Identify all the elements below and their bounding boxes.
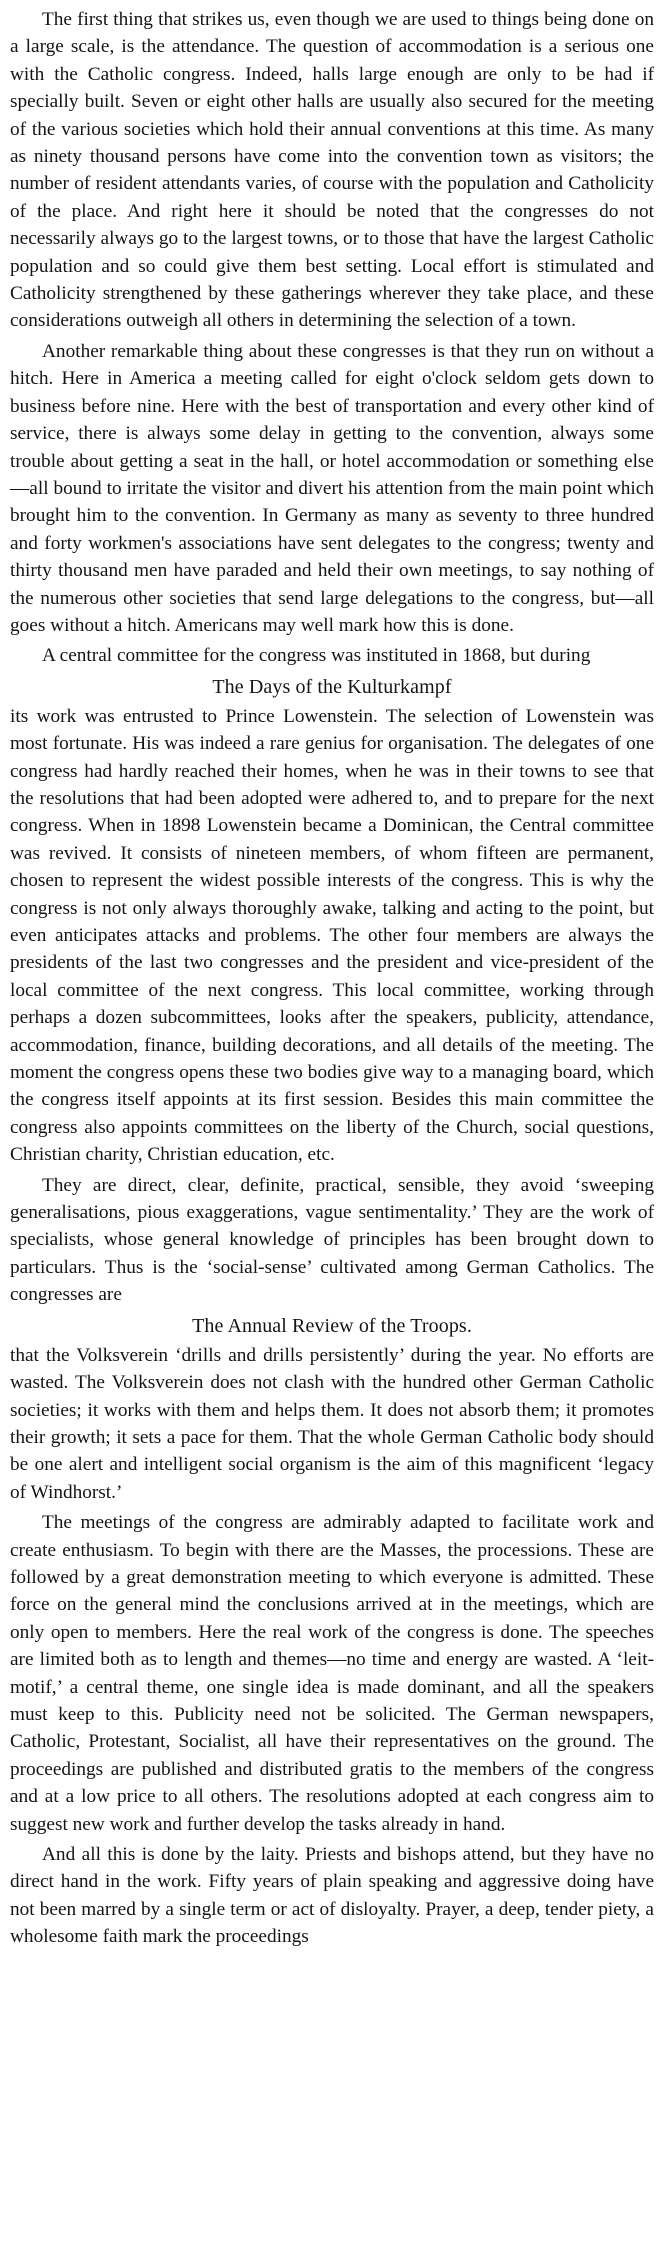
paragraph-meetings: The meetings of the congress are admirably adapted to facilitate work and create enthusiasm. To begin with there are the Masses, the processions. These are followed by a great demonstration meeting to which everyone is admitted. These force on the general mind the conclusions arrived at in the meetings, which are only open to members. Here the real work of the congress is done. The speeches are limited both as to length and themes—no time and energy are wasted. A ‘leit-motif,’ a central theme, one single idea is made dominant, and all the speakers must keep to this. Publicity need not be solicited. The German newspapers, Catholic, Protestant, Socialist, all have their representatives on the ground. The proceedings are published and distributed gratis to the members of the congress and at a low price to all others. The resolutions adopted at each congress aim to suggest new work and further develop the tasks already in hand.	[10, 1512, 654, 1835]
paragraph-central-committee: A central committee for the congress was instituted in 1868, but during	[42, 645, 591, 667]
article-column	[10, 6, 654, 1954]
subheading-annual-review: The Annual Review of the Troops.	[192, 1314, 472, 1337]
paragraph-attendance: The first thing that strikes us, even though we are used to things being done on a large scale, is the attendance. The question of accommodation is a serious one with the Catholic congress. Indeed, halls large enough are only to be had if specially built. Seven or eight other halls are usually also secured for the meeting of the various societies which hold their annual conventions at this time. As many as ninety thousand persons have come into the convention town as visitors; the number of resident attendants varies, of course with the population and Catholicity of the place. And right here it should be noted that the congresses do not necessarily always go to the largest towns, or to those that have the largest Catholic population and so could give them best setting. Local effort is stimulated and Catholicity strengthened by these gatherings wherever they take place, and these considerations outweigh all others in determining the selection of a town.	[10, 9, 654, 332]
subheading-kulturkampf: The Days of the Kulturkampf	[212, 675, 452, 698]
paragraph-laity: And all this is done by the laity. Priests and bishops attend, but they have no direct hand in the work. Fifty years of plain speaking and aggressive doing have not been marred by a single term or act of disloyalty. Prayer, a deep, tender piety, a wholesome faith mark the proceedings	[10, 1844, 654, 1948]
paragraph-direct-clear: They are direct, clear, definite, practical, sensible, they avoid ‘sweeping generalisations, pious exaggerations, vague sentimentality.’ They are the work of specialists, whose general knowledge of principles has been brought down to particulars. Thus is the ‘social-sense’ cultivated among German Catholics. The congresses are	[10, 1174, 654, 1306]
paragraph-volksverein: that the Volksverein ‘drills and drills persistently’ during the year. No efforts are wasted. The Volksverein does not clash with the hundred other German Catholic societies; it works with them and helps them. It does not absorb them; it promotes their growth; it sets a pace for them. That the whole German Catholic body should be one alert and intelligent social organism is the aim of this magnificent ‘legacy of Windhorst.’	[10, 1344, 654, 1503]
paragraph-lowenstein: its work was entrusted to Prince Lowenstein. The selection of Lowenstein was most fortunate. His was indeed a rare genius for organisation. The delegates of one congress had hardly reached their homes, when he was in their towns to see that the resolutions that had been adopted were adhered to, and to prepare for the next congress. When in 1898 Lowenstein became a Dominican, the Central committee was revived. It consists of nineteen members, of whom fifteen are permanent, chosen to represent the widest possible interests of the congress. This is why the congress is not only always thoroughly awake, talking and acting to the point, but even anticipates attacks and problems. The other four members are always the presidents of the last two congresses and the president and vice-president of the local committee of the next congress. This local committee, working through perhaps a dozen subcommittees, looks after the speakers, publicity, attendance, accommodation, finance, building decorations, and all details of the meeting. The moment the congress opens these two bodies give way to a managing board, which the congress itself appoints at its first session. Besides this main committee the congress also appoints committees on the liberty of the Church, social questions, Christian charity, Christian education, etc.	[10, 705, 654, 1166]
paragraph-no-hitch: Another remarkable thing about these congresses is that they run on without a hitch. Here in America a meeting called for eight o'clock seldom gets down to business before nine. Here with the best of transportation and every other kind of service, there is always some delay in getting to the convention, always some trouble about getting a seat in the hall, or hotel accommodation or something else—all bound to irritate the visitor and divert his attention from the main point which brought him to the convention. In Germany as many as seventy to three hundred and forty workmen's associations have sent delegates to the congress; twenty and thirty thousand men have paraded and held their own meetings, to say nothing of the numerous other societies that send large delegations to the congress, but—all goes without a hitch. Americans may well mark how this is done.	[10, 340, 654, 636]
